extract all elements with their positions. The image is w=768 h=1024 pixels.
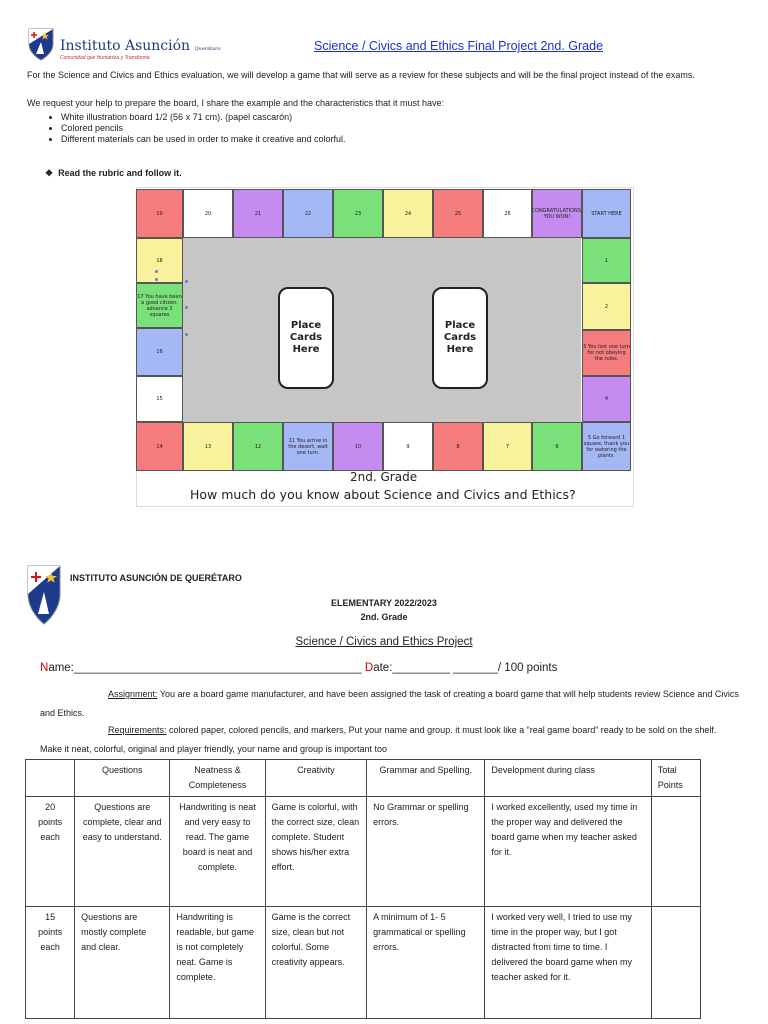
list-item: • White illustration board 1/2 (56 x 71 cm). (papel cascarón): [61, 112, 345, 123]
board-square: 26: [483, 189, 532, 238]
dot-marker: [155, 270, 158, 273]
requirements-paragraph: Requirements: colored paper, colored pencils, and markers, Put your name and group. it must look like a “real game board” ready to be sold on the shelf. Make it neat, colorful, original and player friendly, your name and group is important too: [40, 725, 717, 754]
school-year: ELEMENTARY 2022/2023: [331, 598, 437, 608]
brand-tagline: Comunidad que Humaniza y Transforma: [60, 55, 150, 61]
intro-paragraph: For the Science and Civics and Ethics evaluation, we will develop a game that will serve as a review for these subjects and will be the final project instead of the exams.: [27, 70, 695, 80]
col-questions: Questions: [75, 760, 170, 797]
dot-marker: [155, 278, 158, 281]
board-square: 23: [333, 189, 383, 238]
col-development: Development during class: [485, 760, 651, 797]
col-grammar: Grammar and Spelling.: [367, 760, 485, 797]
card-slot-right: Place Cards Here: [432, 287, 488, 389]
dot-marker: [185, 333, 188, 336]
board-square: 25: [433, 189, 483, 238]
page-title: Science / Civics and Ethics Final Project 2nd. Grade: [314, 39, 604, 53]
board-square: 4: [582, 376, 631, 422]
table-row: 15 points each Questions are mostly complete and clear. Handwriting is readable, but game is not completely neat. Game is complete. Game is the correct size, clean but not colorful. Some creativity appears. A minimum of 1- 5 grammatical or spelling errors. I worked very well, I tried to use my time in the proper way, but I got distracted from time to time. I delivered the board game when my teacher asked for it.: [26, 907, 701, 1019]
table-header-row: [26, 760, 701, 797]
school-crest-logo: [26, 26, 56, 62]
grade-label: 2nd. Grade: [360, 612, 408, 622]
board-center-area: [183, 237, 581, 423]
assignment-paragraph: Assignment: You are a board game manufacturer, and have been assigned the task of creating a board game that will help students review Science and Civics and Ethics.: [40, 689, 739, 718]
col-creativity: Creativity: [265, 760, 367, 797]
board-square: 13: [183, 422, 233, 471]
materials-list: [45, 112, 345, 145]
table-row: 20 points each Questions are complete, clear and easy to understand. Handwriting is neat and very easy to read. The game board is neat and complete. Game is colorful, with the correct size, clean complete. Student shows his/her extra effort. No Grammar or spelling errors. I worked excellently, used my time in the proper way and delivered the board game when my teacher asked for it.: [26, 797, 701, 907]
board-square: 11 You arrive in the desert, wait one turn.: [283, 422, 333, 471]
board-square: 9: [383, 422, 433, 471]
board-square: 8: [433, 422, 483, 471]
board-square: 7: [483, 422, 532, 471]
name-date-line: Name:_____________________________________________ Date:_________ _______/ 100 points: [40, 662, 558, 674]
board-square: 21: [233, 189, 283, 238]
rubric-table: [25, 759, 701, 1019]
list-item: • Different materials can be used in order to make it creative and colorful.: [61, 134, 345, 145]
card-slot-left: Place Cards Here: [278, 287, 334, 389]
board-square: 14: [136, 422, 183, 471]
col-neatness: Neatness & Completeness: [170, 760, 265, 797]
board-square: 20: [183, 189, 233, 238]
board-square: 2: [582, 283, 631, 330]
board-square: CONGRATULATIONS, YOU WON!: [532, 189, 582, 238]
board-square: 3 You lost one turn for not obeying the rules.: [582, 330, 631, 376]
board-square: START HERE: [582, 189, 631, 238]
brand-name: Instituto Asunción Querétaro: [60, 38, 221, 54]
board-square: 5 Go forward 1 square, thank you for watering the plants.: [582, 422, 631, 471]
board-question: How much do you know about Science and Civics and Ethics?: [190, 487, 576, 502]
board-square: 24: [383, 189, 433, 238]
dot-marker: [185, 306, 188, 309]
board-square: 12: [233, 422, 283, 471]
board-square: 19: [136, 189, 183, 238]
rubric-note: ❖ Read the rubric and follow it.: [45, 168, 182, 178]
board-square: 6: [532, 422, 582, 471]
board-square: 17 You have been a good citizen, advance 2 squares: [136, 283, 183, 328]
board-grade-label: 2nd. Grade: [350, 470, 418, 484]
board-square: 1: [582, 238, 631, 283]
board-square: 22: [283, 189, 333, 238]
board-square: 15: [136, 376, 183, 422]
school-name: INSTITUTO ASUNCIÓN DE QUERÉTARO: [70, 573, 242, 583]
diamond-bullet-icon: ❖: [45, 168, 54, 178]
board-square: 18: [136, 238, 183, 283]
board-square: 10: [333, 422, 383, 471]
dot-marker: [185, 280, 188, 283]
project-title: Science / Civics and Ethics Project: [295, 636, 473, 648]
board-square: 16: [136, 328, 183, 376]
list-item: • Colored pencils: [61, 123, 345, 134]
intro-request: We request your help to prepare the board, I share the example and the characteristics that it must have:: [27, 98, 445, 108]
col-total: Total Points: [651, 760, 700, 797]
